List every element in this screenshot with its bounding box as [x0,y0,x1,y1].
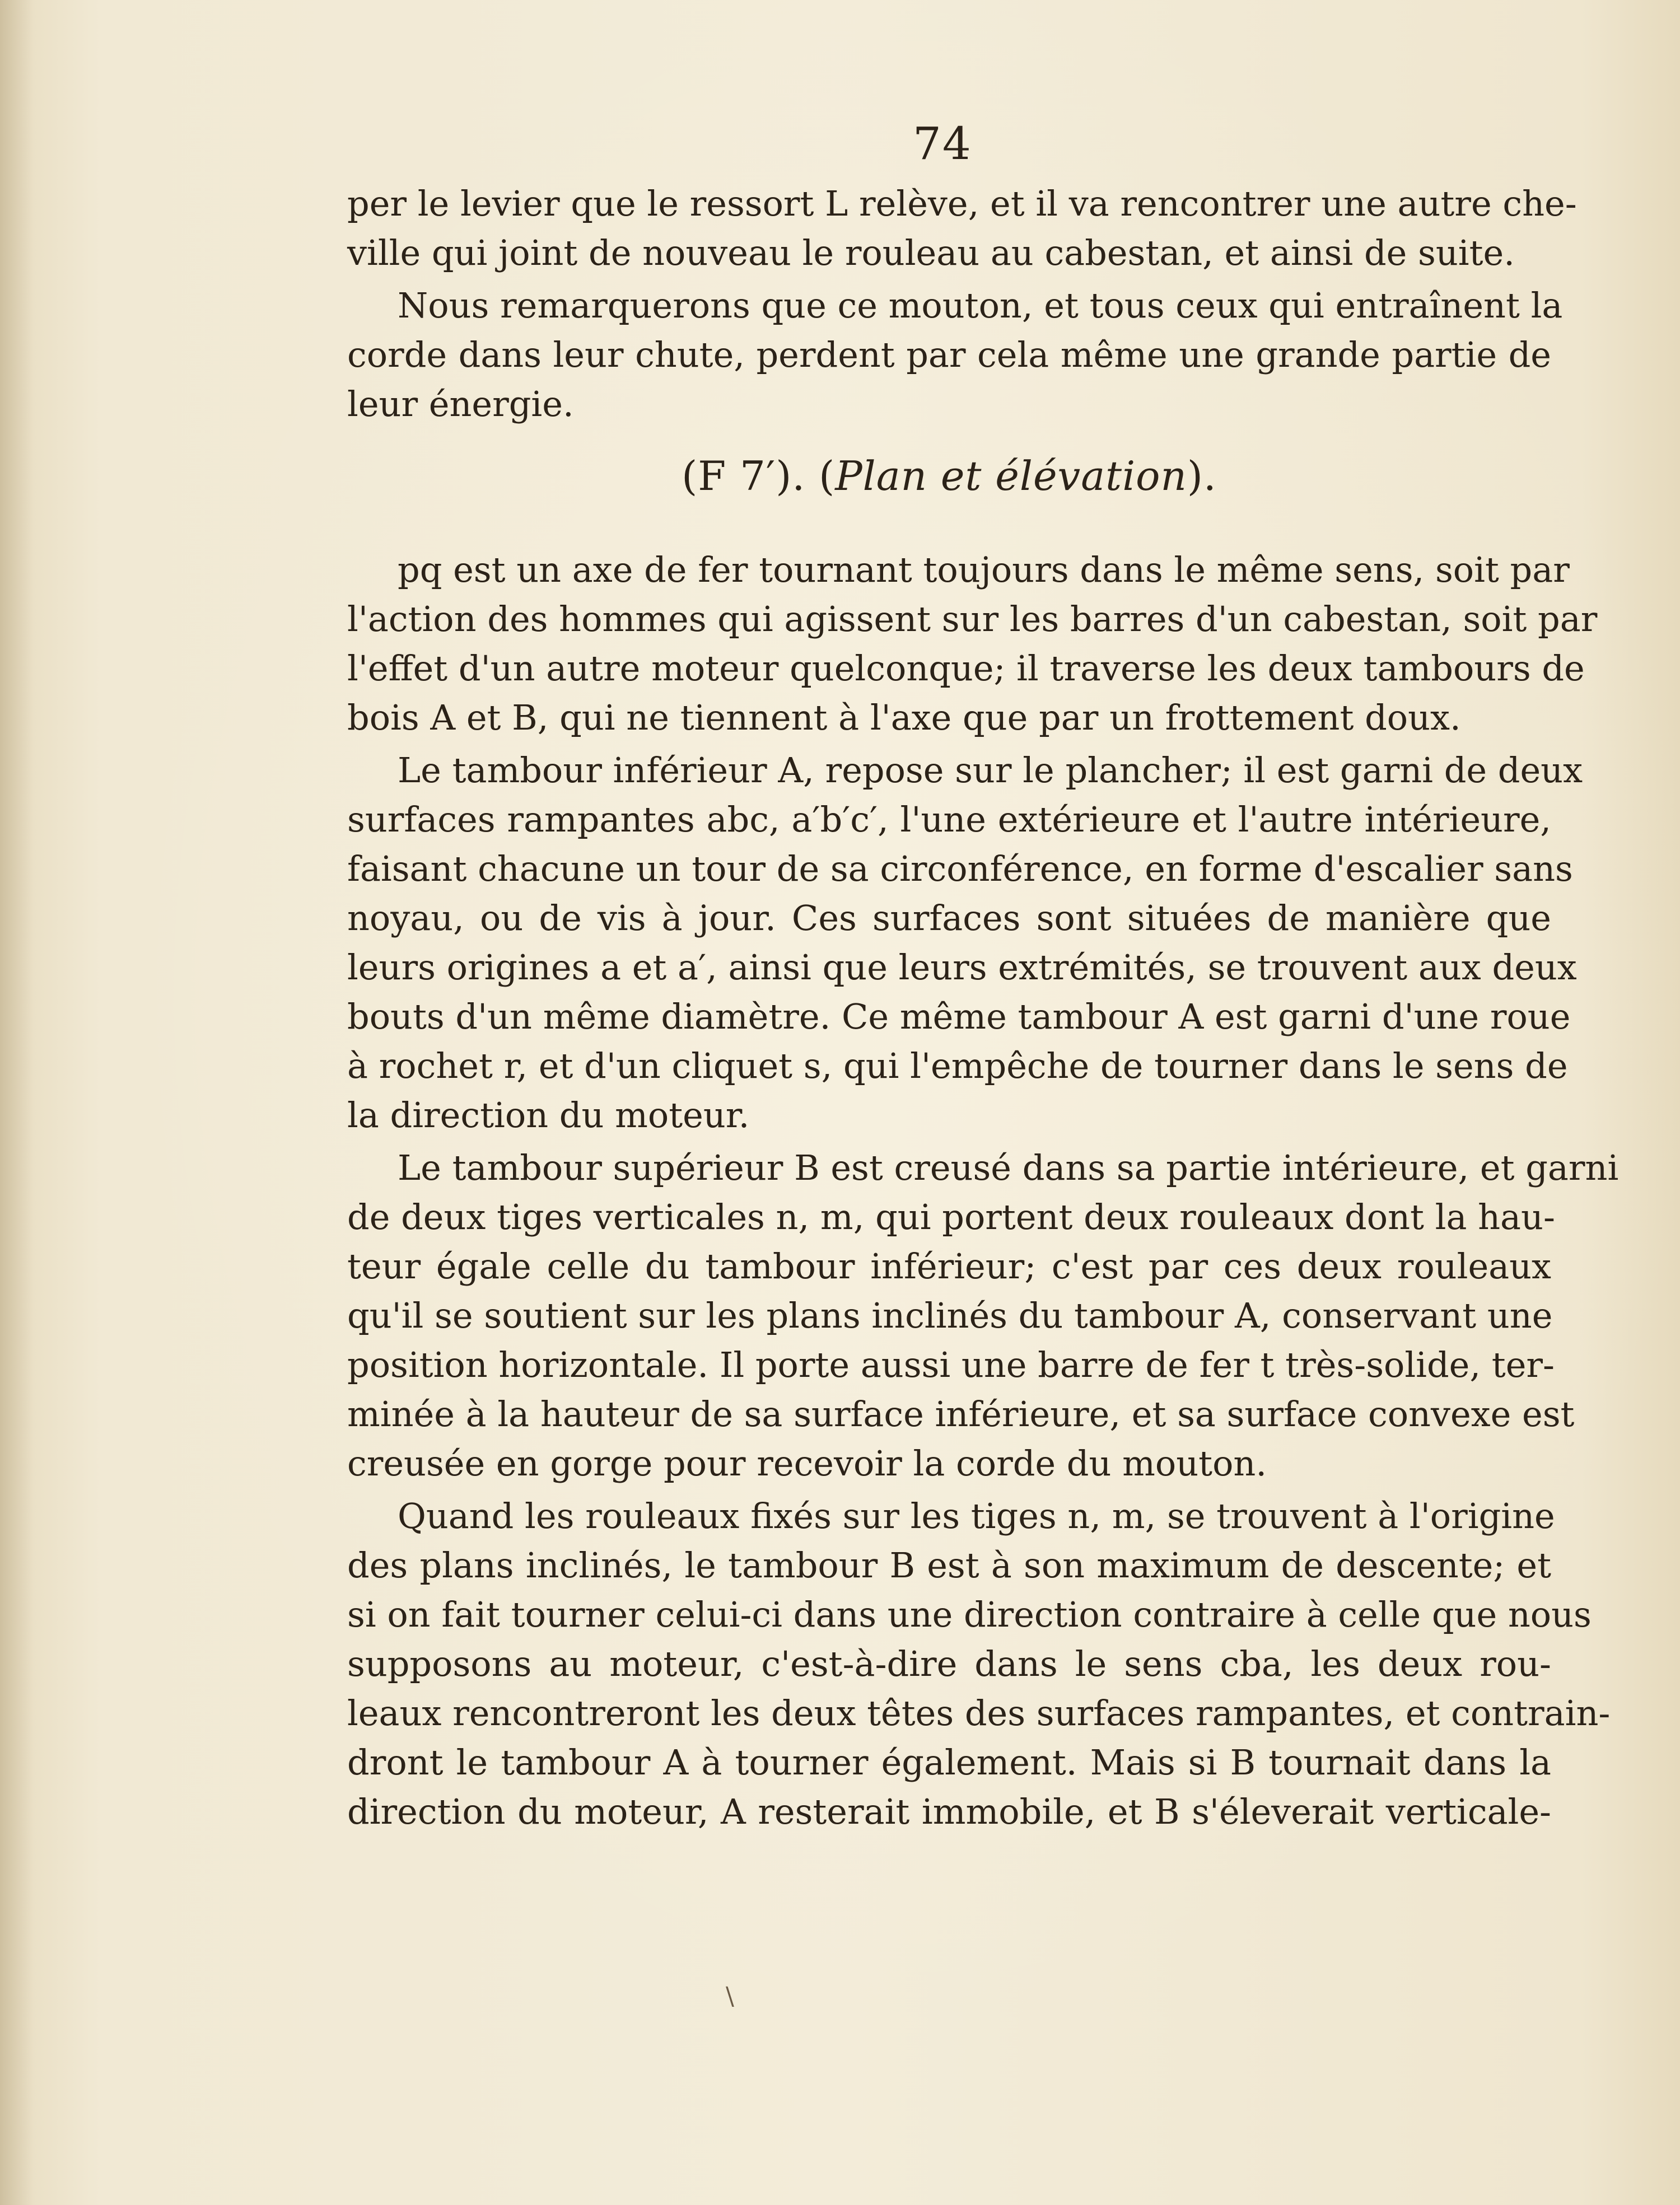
page-number: 74 [913,118,972,170]
stray-ink-mark: \ [726,1982,734,2011]
text-line: leurs origines a et a′, ainsi que leurs extrémités, se trouvent aux deux [347,947,1577,988]
text-line: dront le tambour A à tourner également. Mais si B tournait dans la [347,1742,1551,1783]
text-line: surfaces rampantes abc, a′b′c′, l'une extérieure et l'autre intérieure, [347,799,1551,840]
text-line: Nous remarquerons que ce mouton, et tous ceux qui entraînent la [398,285,1563,326]
paragraph [347,1492,1611,1837]
text-line: faisant chacune un tour de sa circonférence, en forme d'escalier sans [347,848,1573,889]
paragraph [347,545,1598,742]
text-line: leaux rencontreront les deux têtes des surfaces rampantes, et contrain- [347,1693,1611,1734]
text-line: bois A et B, qui ne tiennent à l'axe que par un frottement doux. [347,697,1461,738]
figure-label: Plan et élévation [835,452,1187,499]
text-line: Le tambour supérieur B est creusé dans sa partie intérieure, et garni [398,1147,1619,1188]
text-line: de deux tiges verticales n, m, qui portent deux rouleaux dont la hau- [347,1197,1555,1237]
text-line: Le tambour inférieur A, repose sur le plancher; il est garni de deux [398,750,1583,791]
text-line: l'action des hommes qui agissent sur les barres d'un cabestan, soit par [347,599,1598,639]
text-line: l'effet d'un autre moteur quelconque; il traverse les deux tambours de [347,648,1585,689]
text-line: à rochet r, et d'un cliquet s, qui l'empêche de tourner dans le sens de [347,1045,1568,1086]
paragraph [347,281,1563,429]
figure-heading [347,451,1551,501]
text-line: bouts d'un même diamètre. Ce même tambour A est garni d'une roue [347,996,1571,1037]
paragraph [347,746,1583,1140]
heading-open-paren: ( [819,452,836,499]
figure-reference: (F 7′). [682,452,806,499]
text-line: noyau, ou de vis à jour. Ces surfaces sont situées de manière que [347,898,1551,938]
heading-close-paren: ). [1187,452,1217,499]
text-line: minée à la hauteur de sa surface inférieure, et sa surface convexe est [347,1394,1575,1435]
paragraph [347,179,1577,278]
text-line: creusée en gorge pour recevoir la corde du mouton. [347,1443,1267,1484]
text-line: ville qui joint de nouveau le rouleau au cabestan, et ainsi de suite. [347,232,1515,273]
paragraph [347,1143,1619,1488]
text-line: la direction du moteur. [347,1095,750,1136]
text-line: supposons au moteur, c'est-à-dire dans le sens cba, les deux rou- [347,1643,1551,1684]
text-line: per le levier que le ressort L relève, et il va rencontrer une autre che- [347,183,1577,224]
spine-shadow [0,0,34,2205]
text-line: position horizontale. Il porte aussi une barre de fer t très-solide, ter- [347,1344,1555,1385]
text-line: corde dans leur chute, perdent par cela même une grande partie de [347,334,1551,375]
text-line: leur énergie. [347,384,574,424]
text-line: direction du moteur, A resterait immobile, et B s'éleverait verticale- [347,1791,1551,1832]
text-line: des plans inclinés, le tambour B est à son maximum de descente; et [347,1545,1551,1586]
text-line: qu'il se soutient sur les plans inclinés du tambour A, conservant une [347,1295,1553,1336]
page-text [347,179,1619,1840]
text-line: pq est un axe de fer tournant toujours dans le même sens, soit par [398,549,1570,590]
text-line: Quand les rouleaux fixés sur les tiges n, m, se trouvent à l'origine [398,1496,1555,1536]
text-line: si on fait tourner celui-ci dans une direction contraire à celle que nous [347,1594,1592,1635]
text-line: teur égale celle du tambour inférieur; c'est par ces deux rouleaux [347,1246,1551,1287]
